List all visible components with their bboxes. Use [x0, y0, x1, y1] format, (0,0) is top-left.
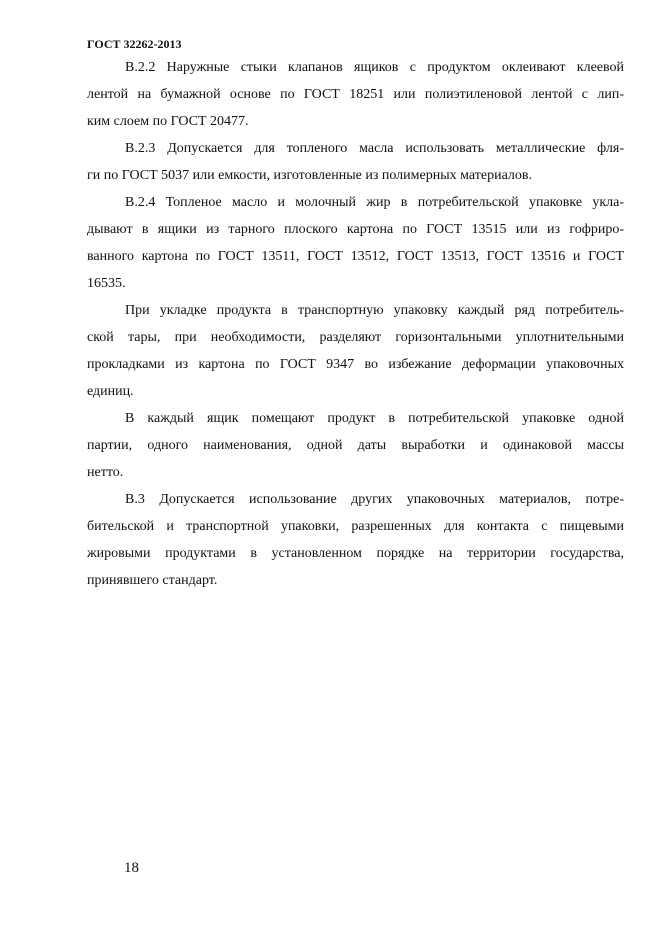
paragraph-b-2-4 — [87, 189, 624, 297]
page-number: 18 — [124, 860, 139, 876]
text-line: В каждый ящик помещают продукт в потребительской упаковке одной — [125, 411, 624, 426]
text-line: При укладке продукта в транспортную упаковку каждый ряд потребитель- — [125, 303, 624, 318]
text-line: прокладками из картона по ГОСТ 9347 во избежание деформации упаковочных — [87, 357, 624, 372]
paragraph-b-3 — [87, 486, 624, 594]
text-line: ской тары, при необходимости, разделяют горизонтальными уплотнительными — [87, 330, 624, 345]
text-line: нетто. — [87, 465, 124, 480]
paragraph-b-2-3 — [87, 135, 624, 189]
text-line: В.3 Допускается использование других упаковочных материалов, потре- — [125, 492, 624, 507]
text-line: 16535. — [87, 276, 126, 291]
text-line: лентой на бумажной основе по ГОСТ 18251 или полиэтиленовой лентой с лип- — [87, 87, 624, 102]
paragraph-b-2-2 — [87, 54, 624, 135]
text-line: ким слоем по ГОСТ 20477. — [87, 114, 249, 129]
text-line: В.2.4 Топленое масло и молочный жир в потребительской упаковке укла- — [125, 195, 624, 210]
text-line: дывают в ящики из тарного плоского картона по ГОСТ 13515 или из гофриро- — [87, 222, 624, 237]
text-line: бительской и транспортной упаковки, разрешенных для контакта с пищевыми — [87, 519, 624, 534]
text-line: единиц. — [87, 384, 134, 399]
text-line: ванного картона по ГОСТ 13511, ГОСТ 13512, ГОСТ 13513, ГОСТ 13516 и ГОСТ — [87, 249, 624, 264]
text-line: В.2.2 Наружные стыки клапанов ящиков с продуктом оклеивают клеевой — [125, 60, 624, 75]
paragraph-box-contents — [87, 405, 624, 486]
text-line: ги по ГОСТ 5037 или емкости, изготовленные из полимерных материалов. — [87, 168, 532, 183]
text-line: жировыми продуктами в установленном порядке на территории государства, — [87, 546, 624, 561]
document-code-header: ГОСТ 32262-2013 — [87, 37, 182, 51]
text-line: принявшего стандарт. — [87, 573, 218, 588]
document-body — [87, 54, 624, 594]
paragraph-packing-rows — [87, 297, 624, 405]
text-line: В.2.3 Допускается для топленого масла использовать металлические фля- — [125, 141, 624, 156]
text-line: партии, одного наименования, одной даты выработки и одинаковой массы — [87, 438, 624, 453]
